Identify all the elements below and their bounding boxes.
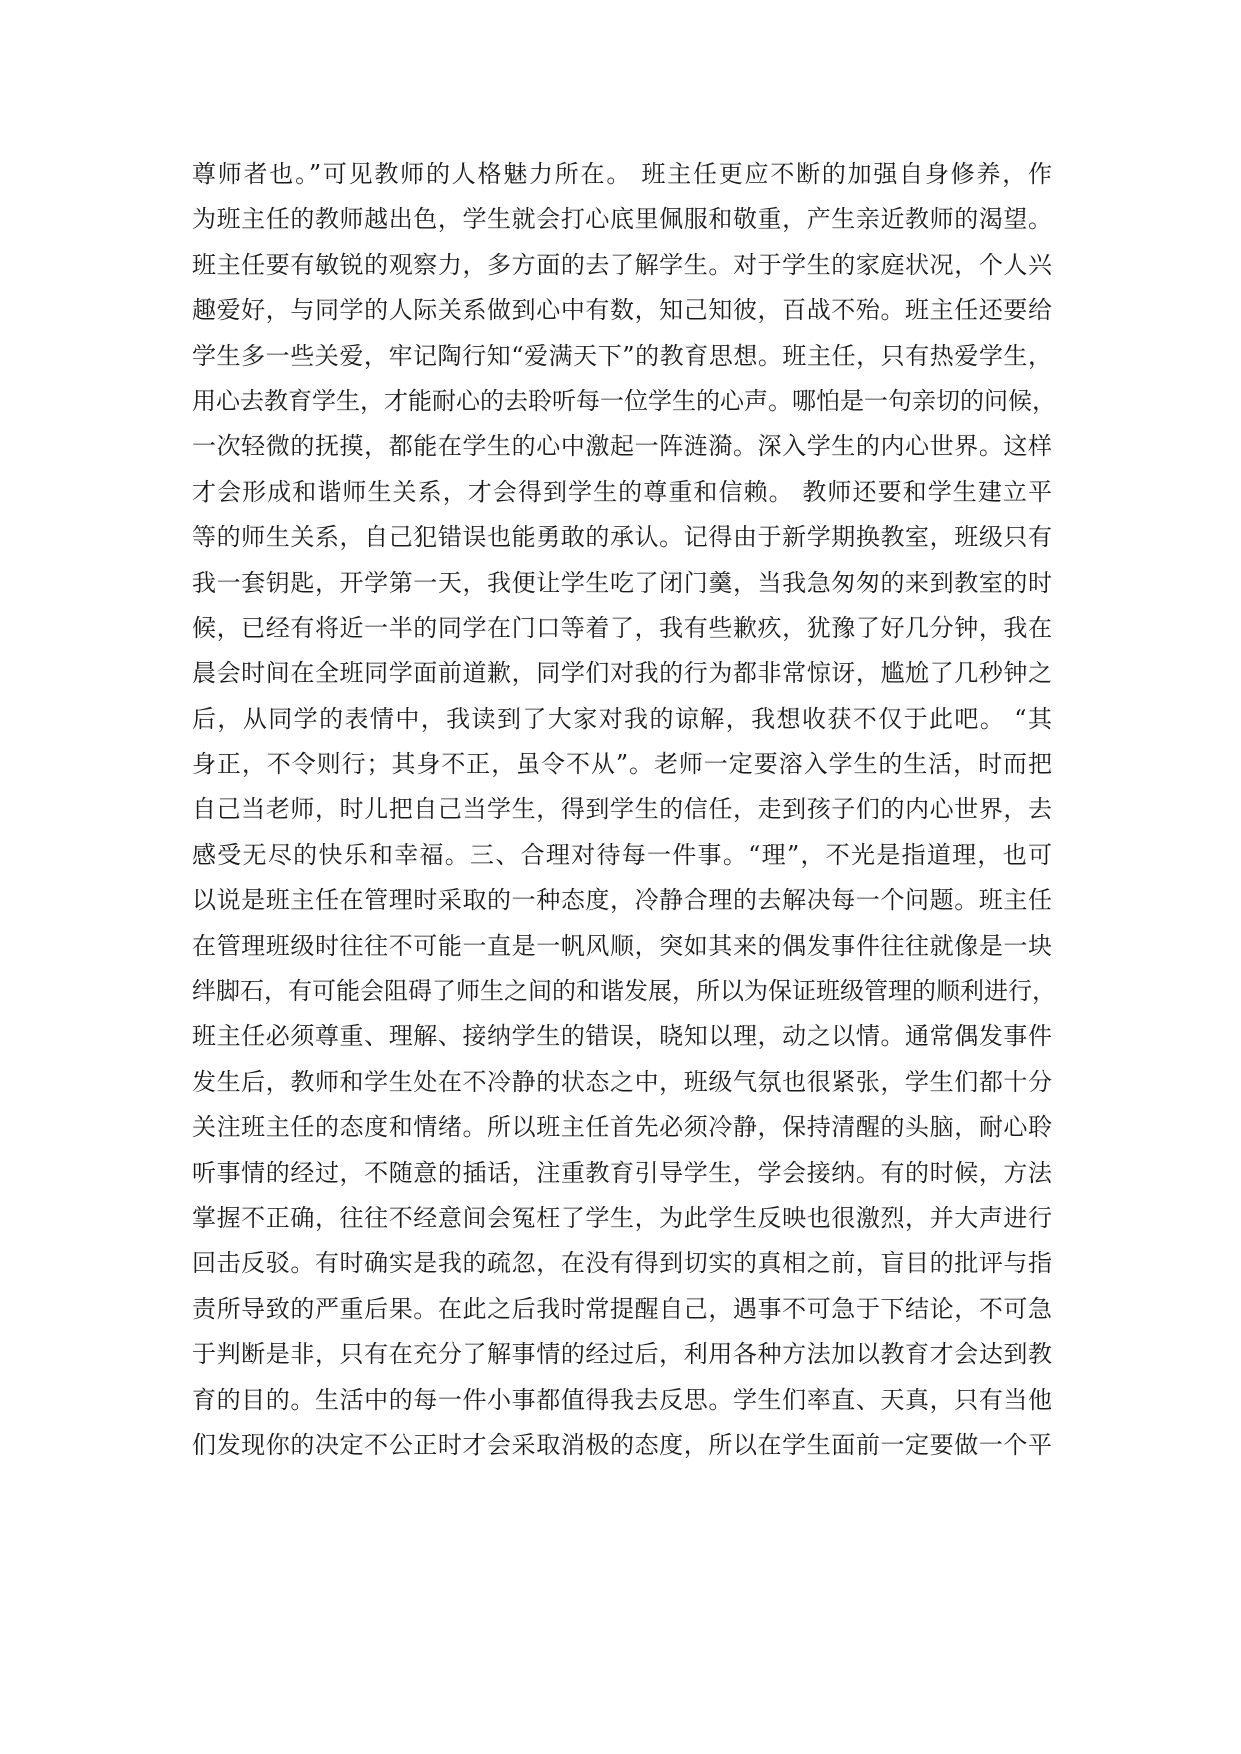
text-line: 晨会时间在全班同学面前道歉，同学们对我的行为都非常惊讶，尴尬了几秒钟之 xyxy=(192,659,1052,688)
text-line: 尊师者也。”可见教师的人格魅力所在。 班主任更应不断的加强自身修养，作 xyxy=(192,160,1052,188)
text-line: 回击反驳。有时确实是我的疏忽，在没有得到切实的真相之前，盲目的批评与指 xyxy=(192,1249,1052,1278)
body-text xyxy=(192,152,1056,1468)
text-line: 趣爱好，与同学的人际关系做到心中有数，知己知彼，百战不殆。班主任还要给 xyxy=(192,296,1052,325)
text-line: 听事情的经过，不随意的插话，注重教育引导学生，学会接纳。有的时候，方法 xyxy=(192,1158,1052,1187)
text-line: 掌握不正确，往往不经意间会冤枉了学生，为此学生反映也很激烈，并大声进行 xyxy=(192,1203,1052,1232)
text-line: 责所导致的严重后果。在此之后我时常提醒自己，遇事不可急于下结论，不可急 xyxy=(192,1294,1052,1323)
text-line: 身正，不令则行；其身不正，虽令不从”。老师一定要溶入学生的生活，时而把 xyxy=(192,750,1052,779)
text-line: 用心去教育学生，才能耐心的去聆听每一位学生的心声。哪怕是一句亲切的问候， xyxy=(192,386,1056,415)
text-line: 感受无尽的快乐和幸福。三、合理对待每一件事。“理”，不光是指道理，也可 xyxy=(192,840,1052,869)
text-line: 自己当老师，时儿把自己当学生，得到学生的信任，走到孩子们的内心世界，去 xyxy=(192,795,1052,824)
text-line: 以说是班主任在管理时采取的一种态度，冷静合理的去解决每一个问题。班主任 xyxy=(192,886,1052,915)
text-line: 班主任要有敏锐的观察力，多方面的去了解学生。对于学生的家庭状况，个人兴 xyxy=(192,250,1052,279)
text-line: 一次轻微的抚摸，都能在学生的心中激起一阵涟漪。深入学生的内心世界。这样 xyxy=(192,432,1052,461)
text-line: 班主任必须尊重、理解、接纳学生的错误，晓知以理，动之以情。通常偶发事件 xyxy=(192,1022,1052,1051)
text-line: 在管理班级时往往不可能一直是一帆风顺，突如其来的偶发事件往往就像是一块 xyxy=(192,931,1052,960)
text-line: 等的师生关系，自己犯错误也能勇敢的承认。记得由于新学期换教室，班级只有 xyxy=(192,523,1052,552)
text-line: 发生后，教师和学生处在不冷静的状态之中，班级气氛也很紧张，学生们都十分 xyxy=(192,1067,1052,1096)
text-line: 绊脚石，有可能会阻碍了师生之间的和谐发展，所以为保证班级管理的顺利进行， xyxy=(192,977,1056,1006)
text-line: 们发现你的决定不公正时才会采取消极的态度，所以在学生面前一定要做一个平 xyxy=(192,1430,1052,1459)
text-line: 后，从同学的表情中，我读到了大家对我的谅解，我想收获不仅于此吧。 “其 xyxy=(192,704,1052,733)
text-line: 学生多一些关爱，牢记陶行知“爱满天下”的教育思想。班主任，只有热爱学生， xyxy=(192,341,1052,370)
text-line: 关注班主任的态度和情绪。所以班主任首先必须冷静，保持清醒的头脑，耐心聆 xyxy=(192,1113,1052,1142)
text-line: 我一套钥匙，开学第一天，我便让学生吃了闭门羹，当我急匆匆的来到教室的时 xyxy=(192,568,1052,597)
text-line: 于判断是非，只有在充分了解事情的经过后，利用各种方法加以教育才会达到教 xyxy=(192,1340,1052,1369)
text-line: 才会形成和谐师生关系，才会得到学生的尊重和信赖。 教师还要和学生建立平 xyxy=(192,477,1052,506)
text-line: 候，已经有将近一半的同学在门口等着了，我有些歉疚，犹豫了好几分钟，我在 xyxy=(192,613,1052,642)
text-line: 育的目的。生活中的每一件小事都值得我去反思。学生们率直、天真，只有当他 xyxy=(192,1385,1052,1414)
text-line: 为班主任的教师越出色，学生就会打心底里佩服和敬重，产生亲近教师的渴望。 xyxy=(192,205,1052,234)
